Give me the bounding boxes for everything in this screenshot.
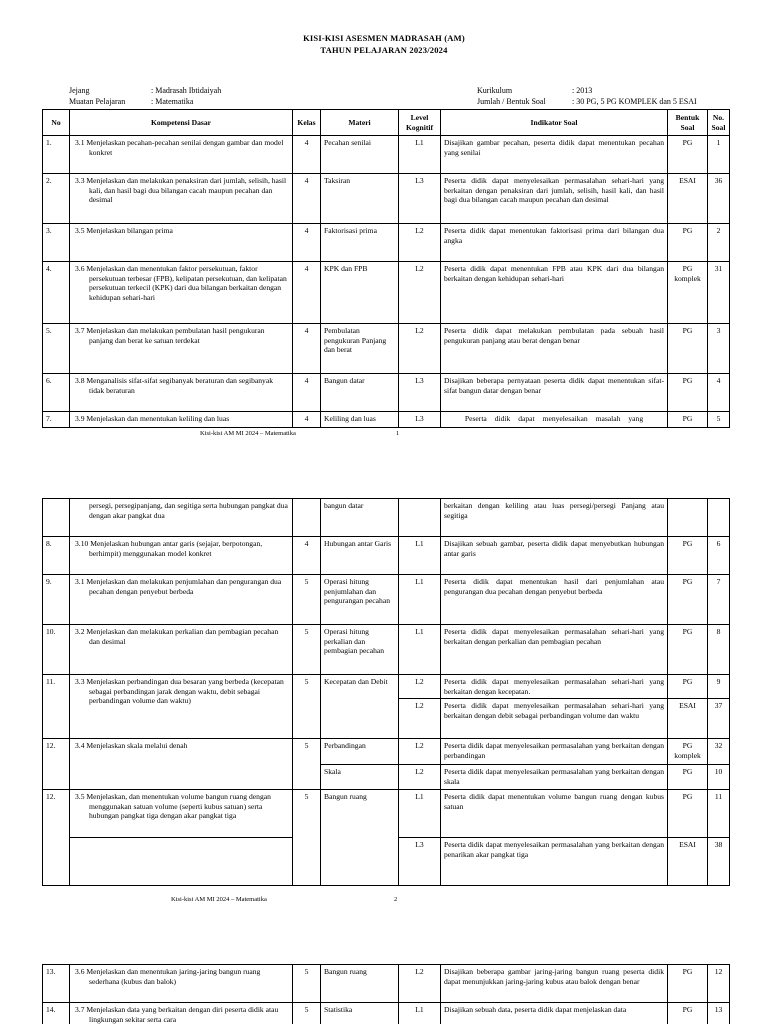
cell-materi: Bangun ruang [321,965,399,1003]
cell-kelas: 4 [293,174,321,224]
header-kelas: Kelas [293,110,321,136]
cell-level: L3 [399,174,441,224]
cell-level: L2 [399,765,441,789]
cell-level: L1 [399,575,441,625]
cell-kompetensi-dasar: 3.4 Menjelaskan skala melalui denah [70,739,293,789]
cell-kompetensi-dasar: 3.6 Menjelaskan dan menentukan jaring-jaring bangun ruang sederhana (kubus dan balok) [70,965,293,1003]
cell-no: 5. [43,324,70,374]
kurikulum-label: Kurikulum [477,86,513,95]
cell-kelas: 5 [293,575,321,625]
cell-indikator: Disajikan sebuah gambar, peserta didik dapat menyebutkan hubungan antar garis [441,537,668,575]
cell-level: L1 [399,136,441,174]
cell-materi: KPK dan FPB [321,262,399,324]
cell-materi: Hubungan antar Garis [321,537,399,575]
cell-no: 13. [43,965,70,1003]
cell-indikator: Peserta didik dapat menentukan faktorisasi prima dari bilangan dua angka [441,224,668,262]
jenjang-label: Jejang [69,86,90,95]
cell-bentuk: ESAI [668,837,708,885]
cell-kelas: 5 [293,739,321,789]
cell-kompetensi-dasar: 3.5 Menjelaskan, dan menentukan volume bangun ruang dengan menggunakan satuan volume (seperti kubus satuan) serta hubungan pangkat tiga dengan akar pangkat tiga [70,789,293,837]
cell-kelas: 4 [293,324,321,374]
cell-level: L3 [399,412,441,428]
cell-materi: Bangun ruang [321,789,399,885]
header-kompetensi-dasar: Kompetensi Dasar [70,110,293,136]
cell-no: 10. [43,625,70,675]
cell-level: L3 [399,837,441,885]
page-gap [0,918,768,964]
table-row [43,537,730,575]
cell-no: 11. [43,675,70,739]
kisi-table-page-1 [42,109,730,428]
cell-kompetensi-dasar: 3.1 Menjelaskan dan melakukan penjumlahan dan pengurangan dua pecahan dengan penyebut berbeda [70,575,293,625]
document-page-1 [0,0,768,440]
cell-bentuk: PG komplek [668,262,708,324]
cell-bentuk: PG [668,1003,708,1024]
cell-level: L1 [399,625,441,675]
cell-no-soal: 1 [708,136,730,174]
table-row [43,675,730,699]
table-row [43,224,730,262]
cell-kelas: 4 [293,136,321,174]
document-page-2 [0,498,768,918]
cell-materi: Faktorisasi prima [321,224,399,262]
cell-kompetensi-dasar: 3.10 Menjelaskan hubungan antar garis (sejajar, berpotongan, berhimpit) menggunakan model konkret [70,537,293,575]
cell-bentuk: PG [668,625,708,675]
cell-no-soal: 4 [708,374,730,412]
cell-kompetensi-dasar: 3.7 Menjelaskan data yang berkaitan dengan diri peserta didik atau lingkungan sekitar serta cara [70,1003,293,1024]
cell-bentuk: ESAI [668,699,708,739]
cell-bentuk: PG [668,412,708,428]
cell-bentuk: ESAI [668,174,708,224]
cell-indikator: Peserta didik dapat menentukan volume bangun ruang dengan kubus satuan [441,789,668,837]
cell-indikator: Peserta didik dapat menyelesaikan masalah yang [441,412,668,428]
cell-bentuk: PG [668,324,708,374]
cell-materi: Kecepatan dan Debit [321,675,399,739]
muatan-label: Muatan Pelajaran [69,97,126,106]
cell-level: L2 [399,699,441,739]
cell-indikator: Disajikan sebuah data, peserta didik dapat menjelaskan data [441,1003,668,1024]
kisi-table-page-3 [42,964,730,1024]
table-row [43,412,730,428]
kisi-table-page-2 [42,498,730,886]
cell-no: 7. [43,412,70,428]
cell-indikator: Peserta didik dapat menyelesaikan permasalahan sehari-hari yang berkaitan dengan kecepatan. [441,675,668,699]
cell-kompetensi-dasar: persegi, persegipanjang, dan segitiga serta hubungan pangkat dua dengan akar pangkat dua [70,499,293,537]
kurikulum-value: : 2013 [572,86,593,95]
cell-indikator: Peserta didik dapat menyelesaikan permasalahan yang berkaitan dengan penarikan akar pangkat tiga [441,837,668,885]
document-title: KISI-KISI ASESMEN MADRASAH (AM) [303,33,465,43]
cell-no-soal: 8 [708,625,730,675]
cell-materi: Statistika [321,1003,399,1024]
cell-indikator: Peserta didik dapat menyelesaikan permasalahan sehari-hari yang berkaitan dengan debit sebagai perbandingan volume dan waktu [441,699,668,739]
cell-no: 2. [43,174,70,224]
header-bentuk-soal: Bentuk Soal [668,110,708,136]
cell-indikator: Peserta didik dapat menyelesaikan permasalahan sehari-hari yang berkaitan dengan perkalian dan pembagian pecahan [441,625,668,675]
table-row [43,789,730,837]
cell-level: L2 [399,324,441,374]
muatan-value: : Matematika [151,97,194,106]
table-row [43,262,730,324]
cell-no-soal: 32 [708,739,730,765]
cell-no-soal: 12 [708,965,730,1003]
cell-materi: bangun datar [321,499,399,537]
page-footer-label: Kisi-kisi AM MI 2024 – Matematika [200,430,296,437]
cell-materi: Pecahan senilai [321,136,399,174]
cell-kelas: 4 [293,262,321,324]
cell-bentuk: PG [668,224,708,262]
cell-bentuk: PG [668,575,708,625]
cell-no: 4. [43,262,70,324]
table-row [43,136,730,174]
table-row [43,965,730,1003]
cell-kelas: 4 [293,412,321,428]
cell-bentuk: PG [668,537,708,575]
cell-level: L1 [399,789,441,837]
cell-kompetensi-dasar: 3.9 Menjelaskan dan menentukan keliling dan luas [70,412,293,428]
page-number: 1 [396,430,400,437]
cell-level: L2 [399,224,441,262]
cell-indikator: Peserta didik dapat menentukan FPB atau KPK dari dua bilangan berkaitan dengan kehidupan sehari-hari [441,262,668,324]
cell-indikator: Peserta didik dapat menentukan hasil dari penjumlahan atau pengurangan dua pecahan dengan penyebut berbeda [441,575,668,625]
cell-materi: Skala [321,765,399,789]
cell-kompetensi-dasar: 3.8 Menganalisis sifat-sifat segibanyak beraturan dan segibanyak tidak beraturan [70,374,293,412]
cell-no-soal: 6 [708,537,730,575]
cell-kompetensi-dasar: 3.2 Menjelaskan dan melakukan perkalian dan pembagian pecahan dan desimal [70,625,293,675]
cell-kelas: 4 [293,537,321,575]
cell-indikator: berkaitan dengan keliling atau luas persegi/persegi Panjang atau segitiga [441,499,668,537]
cell-kompetensi-dasar: 3.1 Menjelaskan pecahan-pecahan senilai dengan gambar dan model konkret [70,136,293,174]
cell-kelas: 5 [293,675,321,739]
cell-no-soal: 2 [708,224,730,262]
cell-kelas: 5 [293,625,321,675]
cell-materi: Bangun datar [321,374,399,412]
cell-level: L1 [399,1003,441,1024]
cell-kompetensi-dasar: 3.7 Menjelaskan dan melakukan pembulatan hasil pengukuran panjang dan berat ke satuan terdekat [70,324,293,374]
jenjang-value: : Madrasah Ibtidaiyah [151,86,222,95]
cell-level: L3 [399,374,441,412]
cell-materi: Operasi hitung penjumlahan dan pengurangan pecahan [321,575,399,625]
cell-no: 14. [43,1003,70,1024]
cell-kompetensi-dasar: 3.3 Menjelaskan perbandingan dua besaran yang berbeda (kecepatan sebagai perbandingan jarak dengan waktu, debit sebagai perbandingan volume dan waktu) [70,675,293,739]
cell-bentuk: PG komplek [668,739,708,765]
cell-no: 12. [43,789,70,885]
cell-kelas: 5 [293,1003,321,1024]
header-level-kognitif: Level Kognitif [399,110,441,136]
cell-bentuk: PG [668,965,708,1003]
cell-bentuk: PG [668,374,708,412]
page-footer-label: Kisi-kisi AM MI 2024 – Matematika [171,896,267,903]
cell-materi: Perbandingan [321,739,399,765]
cell-no-soal: 36 [708,174,730,224]
cell-indikator: Peserta didik dapat menyelesaikan permasalahan sehari-hari yang berkaitan dengan penaksiran dari jumlah, selisih, hasil kali, dan hasil bagi dua bilangan cacah maupun pecahan dan desimal [441,174,668,224]
cell-kelas: 5 [293,965,321,1003]
cell-indikator: Peserta didik dapat menyelesaikan permasalahan yang berkaitan dengan skala [441,765,668,789]
table-row [43,625,730,675]
cell-no: 6. [43,374,70,412]
table-header-row [43,110,730,136]
cell-no-soal: 31 [708,262,730,324]
cell-no-soal: 7 [708,575,730,625]
cell-no: 3. [43,224,70,262]
document-subtitle: TAHUN PELAJARAN 2023/2024 [320,45,448,55]
cell-materi: Pembulatan pengukuran Panjang dan berat [321,324,399,374]
table-row [43,324,730,374]
cell-kompetensi-dasar: 3.5 Menjelaskan bilangan prima [70,224,293,262]
cell-level: L1 [399,537,441,575]
table-row [43,739,730,765]
table-row [43,1003,730,1024]
cell-bentuk: PG [668,675,708,699]
document-page-3 [0,964,768,1024]
cell-no: 9. [43,575,70,625]
cell-bentuk: PG [668,136,708,174]
cell-no-soal: 9 [708,675,730,699]
cell-kelas: 4 [293,224,321,262]
cell-bentuk: PG [668,789,708,837]
cell-no-soal: 13 [708,1003,730,1024]
cell-no: 1. [43,136,70,174]
cell-no-soal: 37 [708,699,730,739]
cell-level: L2 [399,739,441,765]
table-row [43,374,730,412]
cell-kompetensi-dasar: 3.6 Menjelaskan dan menentukan faktor persekutuan, faktor persekutuan terbesar (FPB), kelipatan persekutuan, dan kelipatan persekutuan terkecil (KPK) dari dua bilangan berkaitan dengan kehidupan sehari-hari [70,262,293,324]
page-number: 2 [394,896,398,903]
cell-indikator: Disajikan gambar pecahan, peserta didik dapat menentukan pecahan yang senilai [441,136,668,174]
cell-kompetensi-dasar: 3.3 Menjelaskan dan melakukan penaksiran dari jumlah, selisih, hasil kali, dan hasil bagi dua bilangan cacah maupun pecahan dan desimal [70,174,293,224]
table-row [43,174,730,224]
header-no: No [43,110,70,136]
jumlah-value: : 30 PG, 5 PG KOMPLEK dan 5 ESAI [572,97,697,106]
cell-level: L2 [399,675,441,699]
cell-no-soal: 10 [708,765,730,789]
cell-materi: Taksiran [321,174,399,224]
cell-indikator: Peserta didik dapat melakukan pembulatan pada sebuah hasil pengukuran panjang atau berat dengan benar [441,324,668,374]
cell-bentuk: PG [668,765,708,789]
header-no-soal: No. Soal [708,110,730,136]
cell-indikator: Disajikan beberapa pernyataan peserta didik dapat menentukan sifat-sifat bangun datar dengan benar [441,374,668,412]
header-indikator-soal: Indikator Soal [441,110,668,136]
jumlah-label: Jumlah / Bentuk Soal [477,97,546,106]
table-row [43,575,730,625]
header-materi: Materi [321,110,399,136]
cell-materi: Operasi hitung perkalian dan pembagian pecahan [321,625,399,675]
cell-indikator: Disajikan beberapa gambar jaring-jaring bangun ruang peserta didik dapat menunjukkan jaring-jaring kubus atau balok dengan benar [441,965,668,1003]
cell-no-soal: 5 [708,412,730,428]
cell-materi: Keliling dan luas [321,412,399,428]
cell-level: L2 [399,965,441,1003]
cell-no: 8. [43,537,70,575]
cell-indikator: Peserta didik dapat menyelesaikan permasalahan yang berkaitan dengan perbandingan [441,739,668,765]
cell-no: 12. [43,739,70,789]
cell-no-soal: 11 [708,789,730,837]
page-gap [0,440,768,498]
cell-kelas: 4 [293,374,321,412]
cell-level: L2 [399,262,441,324]
table-row-continuation [43,499,730,537]
cell-no-soal: 38 [708,837,730,885]
cell-kelas: 5 [293,789,321,885]
cell-no-soal: 3 [708,324,730,374]
